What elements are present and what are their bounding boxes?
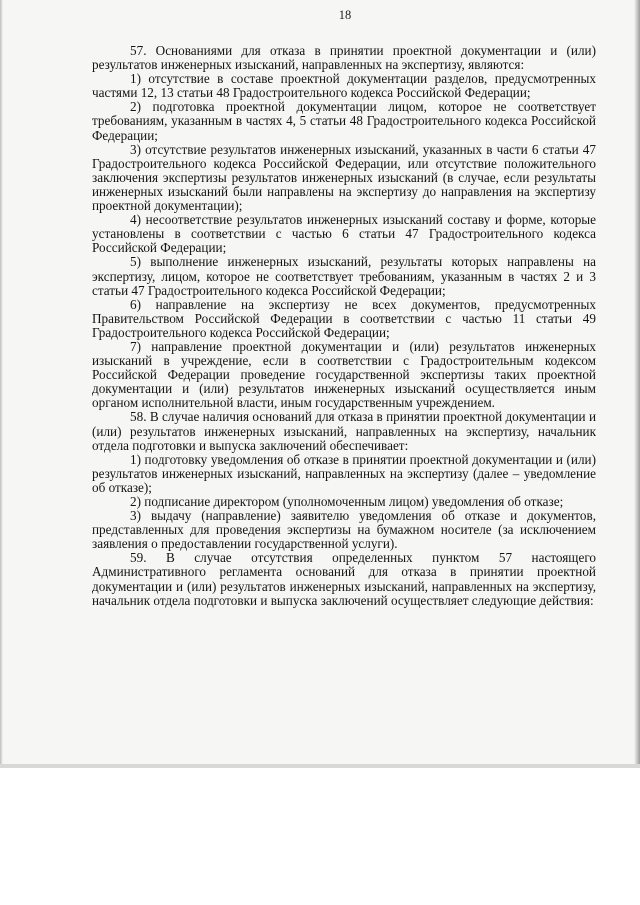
paragraph-57-item-3: 3) отсутствие результатов инженерных изысканий, указанных в части 6 статьи 47 Градостроительного кодекса Российской Федерации, или отсутствие положительного заключения экспертизы результатов инженерных изысканий (в случае, если результаты инженерных изысканий были направлены на экспертизу до направления на экспертизу проектной документации); (92, 141, 596, 214)
document-body (92, 44, 596, 608)
paragraph-58: 58. В случае наличия оснований для отказа в принятии проектной документации и (или) результатов инженерных изысканий, направленных на экспертизу, начальник отдела подготовки и выпуска заключений обеспечивает: (92, 409, 596, 453)
scan-edge-left (0, 0, 3, 768)
paragraph-57-item-4: 4) несоответствие результатов инженерных изысканий составу и форме, которые установлены в соответствии с частью 6 статьи 47 Градостроительного кодекса Российской Федерации; (92, 212, 596, 256)
paragraph-57-item-5: 5) выполнение инженерных изысканий, результаты которых направлены на экспертизу, лицом, которое не соответствует требованиям, указанным в частях 2 и 3 статьи 47 Градостроительного кодекса Российской Федерации; (92, 254, 596, 298)
paragraph-57-item-7: 7) направление проектной документации и (или) результатов инженерных изысканий в учреждение, если в соответствии с Градостроительным кодексом Российской Федерации проведение государственной экспертизы таких проектной документации и (или) результатов инженерных изысканий осуществляется иным органом исполнительной власти, иным государственным учреждением. (92, 338, 596, 411)
scan-bottom-edge (0, 764, 640, 768)
paragraph-57-item-2: 2) подготовка проектной документации лицом, которое не соответствует требованиям, указанным в частях 4, 5 статьи 48 Градостроительного кодекса Российской Федерации; (92, 99, 596, 143)
paragraph-59: 59. В случае отсутствия определенных пунктом 57 настоящего Административного регламента оснований для отказа в принятии проектной документации и (или) результатов инженерных изысканий, направленных на экспертизу, начальник отдела подготовки и выпуска заключений осуществляет следующие действия: (92, 550, 596, 608)
paragraph-57-item-1: 1) отсутствие в составе проектной документации разделов, предусмотренных частями 12, 13 статьи 48 Градостроительного кодекса Российской Федерации; (92, 71, 596, 101)
scan-edge-right (634, 0, 640, 768)
paragraph-57: 57. Основаниями для отказа в принятии проектной документации и (или) результатов инженерных изысканий, направленных на экспертизу, являются: (92, 43, 596, 73)
paragraph-58-item-1: 1) подготовку уведомления об отказе в принятии проектной документации и (или) результатов инженерных изысканий, направленных на экспертизу (далее – уведомление об отказе); (92, 451, 596, 495)
paragraph-58-item-2: 2) подписание директором (уполномоченным лицом) уведомления об отказе; (130, 494, 564, 509)
paragraph-58-item-3: 3) выдачу (направление) заявителю уведомления об отказе и документов, представленных для проведения экспертизы на бумажном носителе (за исключением заявления о предоставлении государственной услуги). (92, 508, 596, 552)
paragraph-57-item-6: 6) направление на экспертизу не всех документов, предусмотренных Правительством Российской Федерации в соответствии с частью 11 статьи 49 Градостроительного кодекса Российской Федерации; (92, 296, 596, 340)
page-number: 18 (338, 8, 352, 22)
